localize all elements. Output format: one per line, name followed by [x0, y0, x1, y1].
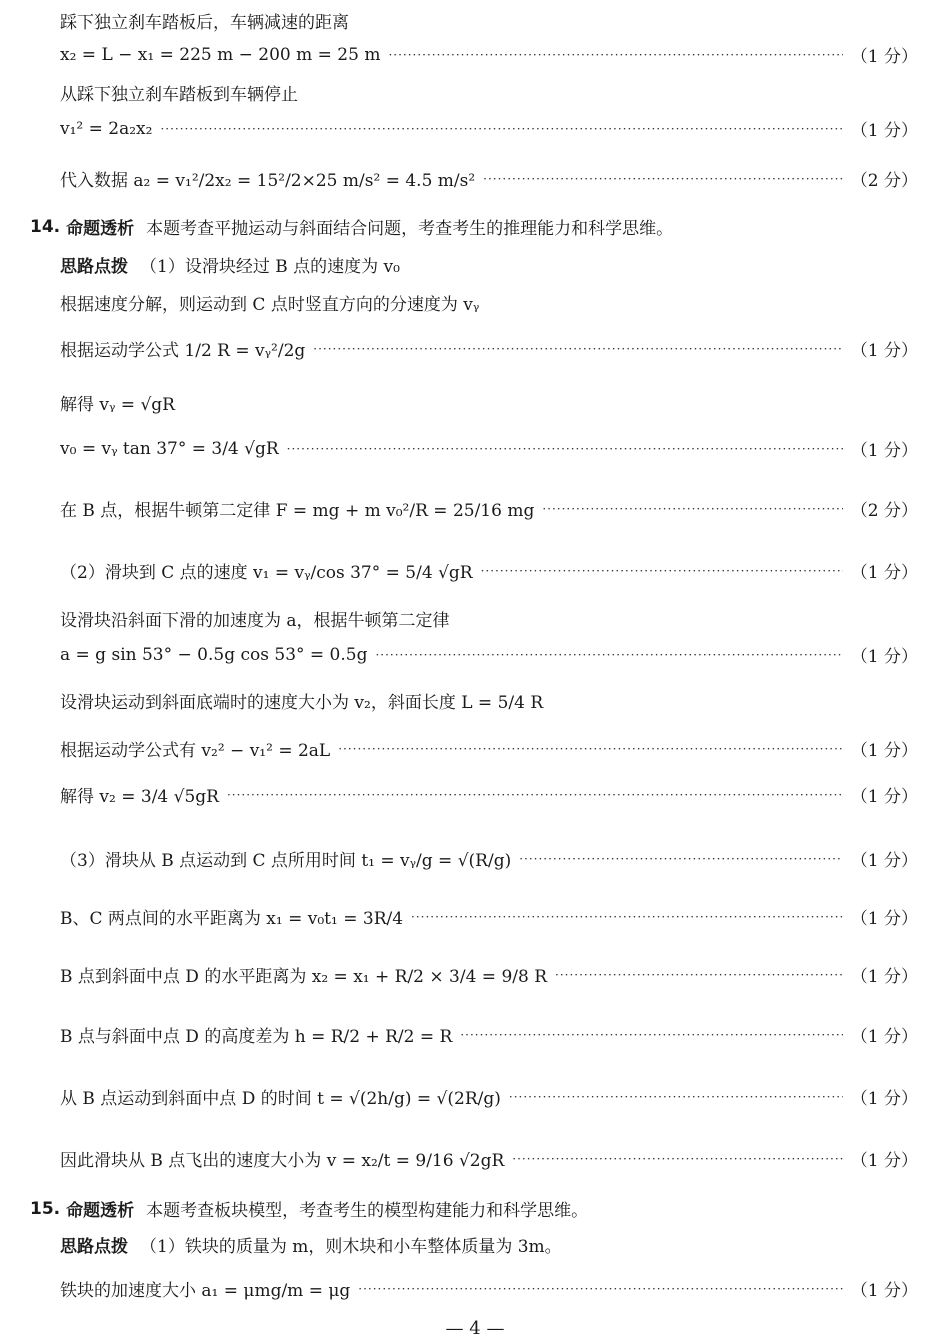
score-label: （1 分） — [850, 1027, 918, 1047]
section-heading: 命题透析 — [66, 1201, 135, 1221]
leader-dots — [287, 443, 843, 455]
page-number: — 4 — — [445, 1318, 505, 1339]
equation-line: 解得 v₂ = 3/4 √5gR ····· （1 分） — [60, 782, 918, 807]
equation-line: 因此滑块从 B 点飞出的速度大小为 v = x₂/t = 9/16 √2gR ····· （1 分） — [60, 1146, 918, 1171]
score-label: （1 分） — [850, 341, 918, 361]
score-label: （1 分） — [850, 741, 918, 761]
score-label: （1 分） — [850, 1281, 918, 1301]
leader-dots — [481, 565, 843, 577]
leader-dots — [512, 1153, 842, 1165]
leader-dots — [555, 969, 843, 981]
equation-line: 铁块的加速度大小 a₁ = μmg/m = μg ····· （1 分） — [60, 1276, 918, 1301]
score-label: （1 分） — [850, 47, 918, 67]
score-label: （1 分） — [850, 441, 918, 461]
score-label: （1 分） — [850, 909, 918, 929]
section-header: 14. 命题透析 本题考查平抛运动与斜面结合问题，考查考生的推理能力和科学思维。 — [30, 214, 918, 239]
leader-dots — [388, 49, 842, 61]
equation-line: B 点与斜面中点 D 的高度差为 h = R/2 + R/2 = R ····· （1 分） — [60, 1022, 918, 1047]
leader-dots — [411, 911, 843, 923]
score-label: （2 分） — [850, 171, 918, 191]
text-line: 踩下独立刹车踏板后，车辆减速的距离 — [60, 13, 349, 33]
text-line: 从踩下独立刹车踏板到车辆停止 — [60, 85, 298, 105]
equation-line: B、C 两点间的水平距离为 x₁ = v₀t₁ = 3R/4 ····· （1 分） — [60, 904, 918, 929]
leader-dots — [358, 1283, 842, 1295]
score-label: （1 分） — [850, 647, 918, 667]
question-number: 15. — [30, 1198, 61, 1219]
equation-line: 根据运动学公式 1/2 R = vᵧ²/2g ····· （1 分） — [60, 336, 918, 361]
score-label: （1 分） — [850, 1089, 918, 1109]
equation-line: 在 B 点，根据牛顿第二定律 F = mg + m v₀²/R = 25/16 mg ····· （2 分） — [60, 496, 918, 521]
equation-line: x₂ = L − x₁ = 225 m − 200 m = 25 m ····· （1 分） — [60, 42, 918, 67]
leader-dots — [519, 853, 843, 865]
score-label: （2 分） — [850, 501, 918, 521]
text-line: 思路点拨 （1）铁块的质量为 m，则木块和小车整体质量为 3m。 — [60, 1232, 918, 1257]
equation-line: v₀ = vᵧ tan 37° = 3/4 √gR ····· （1 分） — [60, 436, 918, 461]
text-line: 设滑块沿斜面下滑的加速度为 a，根据牛顿第二定律 — [60, 611, 450, 631]
equation-line: 代入数据 a₂ = v₁²/2x₂ = 15²/2×25 m/s² = 4.5 m/s² ····· （2 分） — [60, 166, 918, 191]
leader-dots — [509, 1091, 843, 1103]
score-label: （1 分） — [850, 851, 918, 871]
text-line: 解得 vᵧ = √gR — [60, 395, 175, 415]
equation-line: a = g sin 53° − 0.5g cos 53° = 0.5g ····· （1 分） — [60, 642, 918, 667]
equation-line: 根据运动学公式有 v₂² − v₁² = 2aL ····· （1 分） — [60, 736, 918, 761]
equation-line: v₁² = 2a₂x₂ ····· （1 分） — [60, 116, 918, 141]
leader-dots — [542, 503, 842, 515]
section-heading: 思路点拨 — [60, 257, 128, 277]
score-label: （1 分） — [850, 121, 918, 141]
text-line: 思路点拨 （1）设滑块经过 B 点的速度为 v₀ — [60, 252, 918, 277]
leader-dots — [375, 649, 842, 661]
leader-dots — [313, 343, 843, 355]
section-heading: 命题透析 — [66, 219, 135, 239]
section-header: 15. 命题透析 本题考查板块模型，考查考生的模型构建能力和科学思维。 — [30, 1196, 918, 1221]
score-label: （1 分） — [850, 787, 918, 807]
leader-dots — [483, 173, 843, 185]
text-line: 根据速度分解，则运动到 C 点时竖直方向的分速度为 vᵧ — [60, 295, 480, 315]
leader-dots — [338, 743, 843, 755]
score-label: （1 分） — [850, 1151, 918, 1171]
leader-dots — [160, 123, 842, 135]
score-label: （1 分） — [850, 563, 918, 583]
leader-dots — [227, 789, 843, 801]
question-number: 14. — [30, 216, 61, 237]
score-label: （1 分） — [850, 967, 918, 987]
equation-line: （2）滑块到 C 点的速度 v₁ = vᵧ/cos 37° = 5/4 √gR ····· （1 分） — [60, 558, 918, 583]
text-line: 设滑块运动到斜面底端时的速度大小为 v₂，斜面长度 L = 5/4 R — [60, 693, 544, 713]
section-heading: 思路点拨 — [60, 1237, 128, 1257]
equation-line: B 点到斜面中点 D 的水平距离为 x₂ = x₁ + R/2 × 3/4 = 9/8 R ····· （1 分） — [60, 962, 918, 987]
leader-dots — [460, 1029, 842, 1041]
equation-line: （3）滑块从 B 点运动到 C 点所用时间 t₁ = vᵧ/g = √(R/g) ····· （1 分） — [60, 846, 918, 871]
equation-line: 从 B 点运动到斜面中点 D 的时间 t = √(2h/g) = √(2R/g) ····· （1 分） — [60, 1084, 918, 1109]
